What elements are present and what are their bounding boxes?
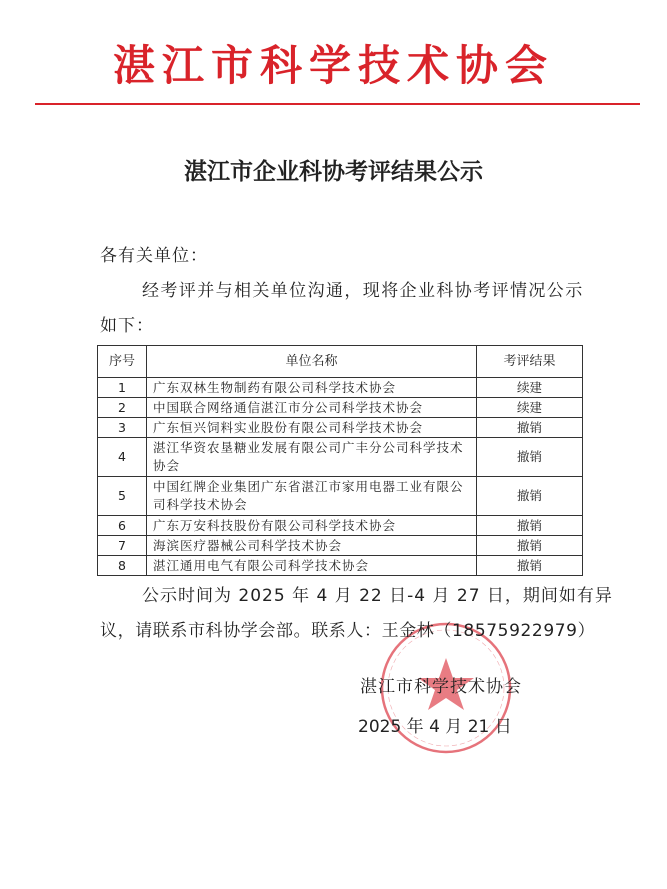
row-number: 5 xyxy=(98,477,147,516)
notice-line-1: 公示时间为 2025 年 4 月 22 日-4 月 27 日，期间如有异 xyxy=(142,586,613,606)
row-result: 撤销 xyxy=(477,418,583,438)
intro-line-2: 如下： xyxy=(100,316,154,336)
intro-line-1: 经考评并与相关单位沟通，现将企业科协考评情况公示 xyxy=(142,281,584,301)
row-unit-name: 广东恒兴饲料实业股份有限公司科学技术协会 xyxy=(147,418,477,438)
row-number: 7 xyxy=(98,536,147,556)
row-result: 撤销 xyxy=(477,516,583,536)
row-unit-name: 湛江华资农垦糖业发展有限公司广丰分公司科学技术协会 xyxy=(147,438,477,477)
table-row xyxy=(98,398,583,418)
table-row xyxy=(98,556,583,576)
row-number: 6 xyxy=(98,516,147,536)
row-unit-name: 广东万安科技股份有限公司科学技术协会 xyxy=(147,516,477,536)
signature-date: 2025 年 4 月 21 日 xyxy=(358,717,512,737)
row-unit-name: 海滨医疗器械公司科学技术协会 xyxy=(147,536,477,556)
signature-org: 湛江市科学技术协会 xyxy=(360,677,522,697)
table-row xyxy=(98,536,583,556)
row-unit-name: 中国联合网络通信湛江市分公司科学技术协会 xyxy=(147,398,477,418)
content-flow xyxy=(0,345,667,739)
row-number: 4 xyxy=(98,438,147,477)
table-row xyxy=(98,378,583,398)
table-row xyxy=(98,418,583,438)
row-result: 撤销 xyxy=(477,438,583,477)
row-result: 续建 xyxy=(477,378,583,398)
row-result: 撤销 xyxy=(477,477,583,516)
row-unit-name: 中国红牌企业集团广东省湛江市家用电器工业有限公司科学技术协会 xyxy=(147,477,477,516)
table-row xyxy=(98,438,583,477)
row-number: 2 xyxy=(98,398,147,418)
salutation: 各有关单位： xyxy=(100,246,208,266)
header-no: 序号 xyxy=(98,346,147,378)
row-result: 撤销 xyxy=(477,536,583,556)
row-unit-name: 湛江通用电气有限公司科学技术协会 xyxy=(147,556,477,576)
header-result: 考评结果 xyxy=(477,346,583,378)
letterhead-divider xyxy=(35,103,640,105)
row-result: 撤销 xyxy=(477,556,583,576)
row-unit-name: 广东双林生物制药有限公司科学技术协会 xyxy=(147,378,477,398)
document-title: 湛江市企业科协考评结果公示 xyxy=(184,158,483,185)
row-number: 1 xyxy=(98,378,147,398)
results-table xyxy=(97,345,583,576)
row-result: 续建 xyxy=(477,398,583,418)
header-name: 单位名称 xyxy=(147,346,477,378)
notice-line-2: 议，请联系市科协学会部。联系人：王金林（18575922979） xyxy=(100,621,596,641)
letterhead-org-name: 湛江市科学技术协会 xyxy=(112,41,554,90)
table-row xyxy=(98,477,583,516)
table-row xyxy=(98,516,583,536)
row-number: 8 xyxy=(98,556,147,576)
row-number: 3 xyxy=(98,418,147,438)
